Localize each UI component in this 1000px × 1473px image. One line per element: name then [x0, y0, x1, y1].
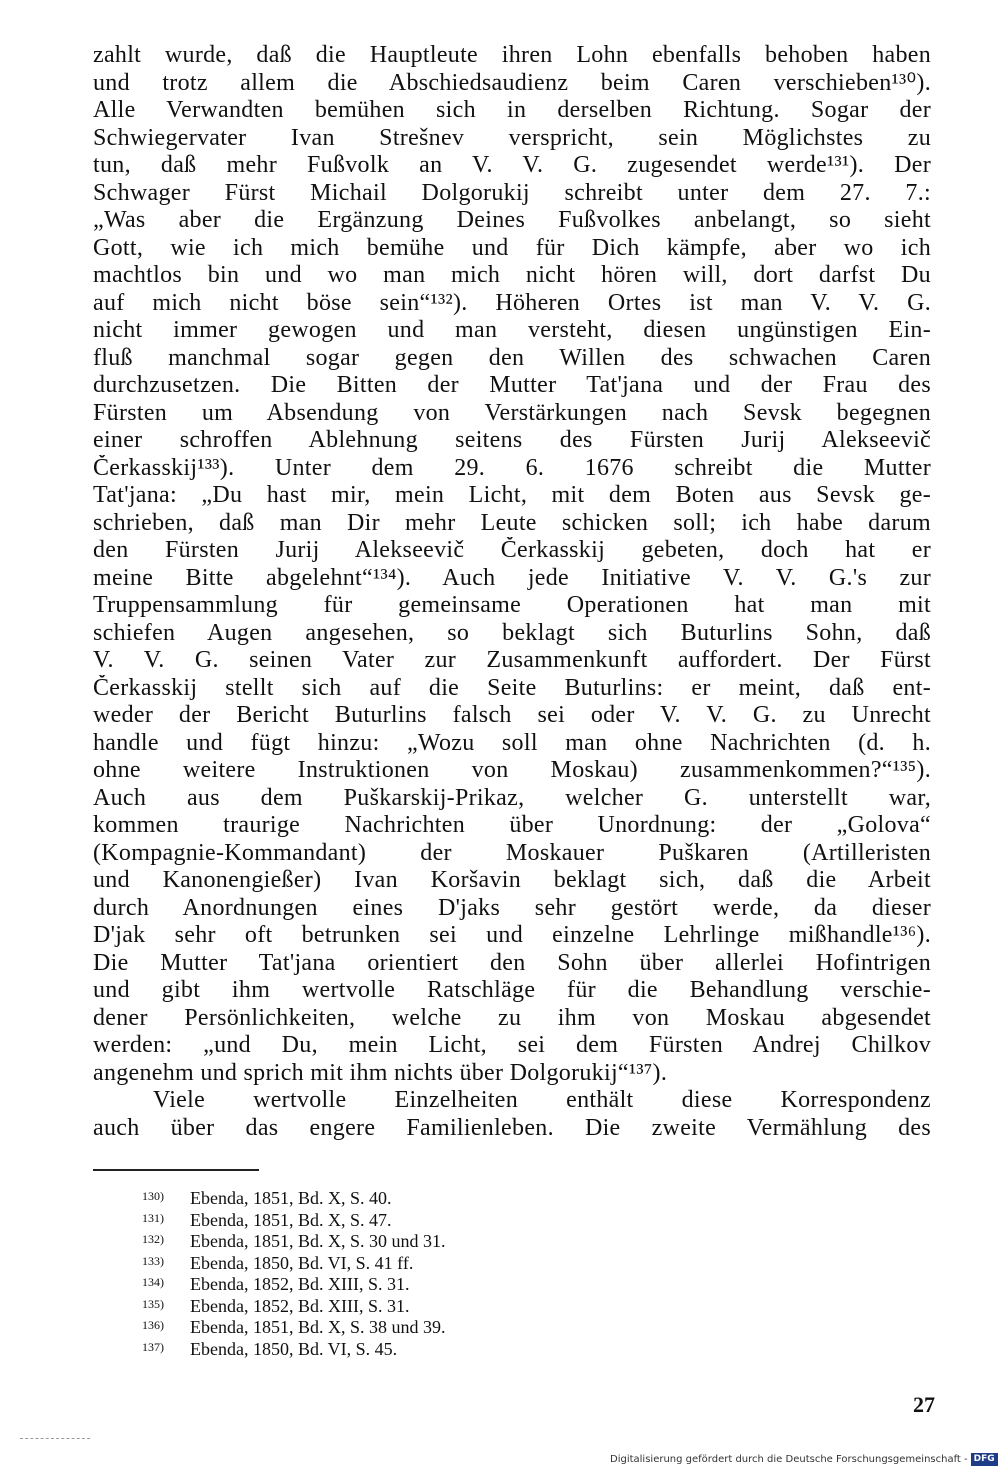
- footnote: [142, 1229, 662, 1251]
- text-line: angenehm und sprich mit ihm nichts über Dolgorukij“¹³⁷).: [93, 1059, 668, 1086]
- footnote-number: 131): [142, 1210, 164, 1225]
- footnote-number: 137): [142, 1339, 164, 1354]
- footnote-number: 136): [142, 1318, 164, 1332]
- text-line: weder der Bericht Buturlins falsch sei oder V. V. G. zu Unrecht: [93, 702, 931, 728]
- footnote: [142, 1294, 662, 1316]
- footnote-number: 132): [142, 1232, 164, 1246]
- text-line: Čerkasskij stellt sich auf die Seite Buturlins: er meint, daß ent-: [93, 674, 931, 701]
- text-line: schrieben, daß man Dir mehr Leute schicken soll; ich habe darum: [93, 509, 931, 536]
- footnote-text: Ebenda, 1851, Bd. X, S. 47.: [190, 1209, 392, 1230]
- footnote: [142, 1272, 662, 1294]
- text-line: D'jak sehr oft betrunken sei und einzelne Lehrlinge mißhandle¹³⁶).: [93, 922, 931, 948]
- text-line: ohne weitere Instruktionen von Moskau) zusammenkommen?“¹³⁵).: [93, 757, 931, 783]
- footnote-number: 133): [142, 1253, 164, 1268]
- text-line: machtlos bin und wo man mich nicht hören will, dort darfst Du: [93, 262, 931, 288]
- text-line: schiefen Augen angesehen, so beklagt sich Buturlins Sohn, daß: [93, 619, 931, 646]
- text-line: durch Anordnungen eines D'jaks sehr gestört werde, da dieser: [93, 894, 931, 921]
- text-line: Tat'jana: „Du hast mir, mein Licht, mit dem Boten aus Sevsk ge-: [93, 482, 931, 508]
- dfg-logo-icon: DFG: [971, 1453, 998, 1466]
- text-line: Viele wertvolle Einzelheiten enthält diese Korrespondenz: [153, 1087, 931, 1113]
- text-line: und gibt ihm wertvolle Ratschläge für die Behandlung verschie-: [93, 977, 931, 1003]
- footnote-number: 134): [142, 1275, 164, 1289]
- footnote: [142, 1315, 662, 1337]
- text-line: Fürsten um Absendung von Verstärkungen nach Sevsk begegnen: [93, 399, 931, 426]
- text-line: auch über das engere Familienleben. Die zweite Vermählung des: [93, 1114, 931, 1141]
- text-line: den Fürsten Jurij Alekseevič Čerkasskij gebeten, doch hat er: [93, 537, 931, 563]
- footnote-divider: [93, 1169, 259, 1171]
- text-line: zahlt wurde, daß die Hauptleute ihren Lohn ebenfalls behoben haben: [93, 42, 931, 68]
- text-line: Schwager Fürst Michail Dolgorukij schreibt unter dem 27. 7.:: [93, 179, 931, 206]
- footnote-text: Ebenda, 1850, Bd. VI, S. 45.: [190, 1338, 398, 1359]
- text-line: Die Mutter Tat'jana orientiert den Sohn über allerlei Hofintrigen: [93, 949, 931, 976]
- footnote: [142, 1186, 662, 1208]
- footnote: [142, 1251, 662, 1273]
- text-line: Schwiegervater Ivan Strešnev verspricht, sein Möglichstes zu: [93, 124, 931, 151]
- text-line: kommen traurige Nachrichten über Unordnung: der „Golova“: [93, 812, 931, 838]
- text-line: einer schroffen Ablehnung seitens des Fürsten Jurij Alekseevič: [93, 427, 931, 453]
- footnote: [142, 1208, 662, 1230]
- text-line: „Was aber die Ergänzung Deines Fußvolkes anbelangt, so sieht: [93, 207, 931, 233]
- page-number: 27: [913, 1392, 935, 1417]
- text-line: auf mich nicht böse sein“¹³²). Höheren Ortes ist man V. V. G.: [93, 289, 931, 316]
- text-line: handle und fügt hinzu: „Wozu soll man ohne Nachrichten (d. h.: [93, 729, 931, 756]
- text-line: dener Persönlichkeiten, welche zu ihm von Moskau abgesendet: [93, 1004, 931, 1031]
- footnote-text: Ebenda, 1851, Bd. X, S. 38 und 39.: [190, 1317, 446, 1337]
- footnote-text: Ebenda, 1852, Bd. XIII, S. 31.: [190, 1274, 410, 1294]
- text-line: fluß manchmal sogar gegen den Willen des schwachen Caren: [93, 344, 931, 371]
- credit-text: Digitalisierung gefördert durch die Deutsche Forschungsgemeinschaft -: [610, 1454, 968, 1465]
- text-line: nicht immer gewogen und man versteht, diesen ungünstigen Ein-: [93, 317, 931, 343]
- footnote-text: Ebenda, 1851, Bd. X, S. 30 und 31.: [190, 1231, 446, 1251]
- scan-margin-mark: [20, 1438, 90, 1439]
- digitization-credit: [610, 1452, 995, 1468]
- text-line: Auch aus dem Puškarskij-Prikaz, welcher G. unterstellt war,: [93, 784, 931, 811]
- footnote-text: Ebenda, 1850, Bd. VI, S. 41 ff.: [190, 1252, 414, 1273]
- text-line: und trotz allem die Abschiedsaudienz beim Caren verschieben¹³⁰).: [93, 69, 931, 96]
- footnote-text: Ebenda, 1851, Bd. X, S. 40.: [190, 1188, 392, 1208]
- footnote: [142, 1337, 662, 1359]
- text-line: V. V. G. seinen Vater zur Zusammenkunft auffordert. Der Fürst: [93, 647, 931, 673]
- text-line: tun, daß mehr Fußvolk an V. V. G. zugesendet werde¹³¹). Der: [93, 152, 931, 178]
- text-line: werden: „und Du, mein Licht, sei dem Fürsten Andrej Chilkov: [93, 1032, 931, 1058]
- text-line: (Kompagnie-Kommandant) der Moskauer Puškaren (Artilleristen: [93, 839, 931, 866]
- text-line: und Kanonengießer) Ivan Koršavin beklagt sich, daß die Arbeit: [93, 867, 931, 893]
- footnote-number: 130): [142, 1189, 164, 1203]
- text-line: durchzusetzen. Die Bitten der Mutter Tat'jana und der Frau des: [93, 372, 931, 398]
- body-text: [93, 42, 931, 1142]
- footnote-number: 135): [142, 1296, 164, 1311]
- text-line: Gott, wie ich mich bemühe und für Dich kämpfe, aber wo ich: [93, 234, 931, 261]
- footnotes: [142, 1186, 662, 1358]
- text-line: Truppensammlung für gemeinsame Operationen hat man mit: [93, 592, 931, 618]
- text-line: Čerkasskij¹³³). Unter dem 29. 6. 1676 schreibt die Mutter: [93, 454, 931, 481]
- text-line: Alle Verwandten bemühen sich in derselben Richtung. Sogar der: [93, 97, 931, 123]
- text-line: meine Bitte abgelehnt“¹³⁴). Auch jede Initiative V. V. G.'s zur: [93, 564, 931, 591]
- footnote-text: Ebenda, 1852, Bd. XIII, S. 31.: [190, 1295, 410, 1316]
